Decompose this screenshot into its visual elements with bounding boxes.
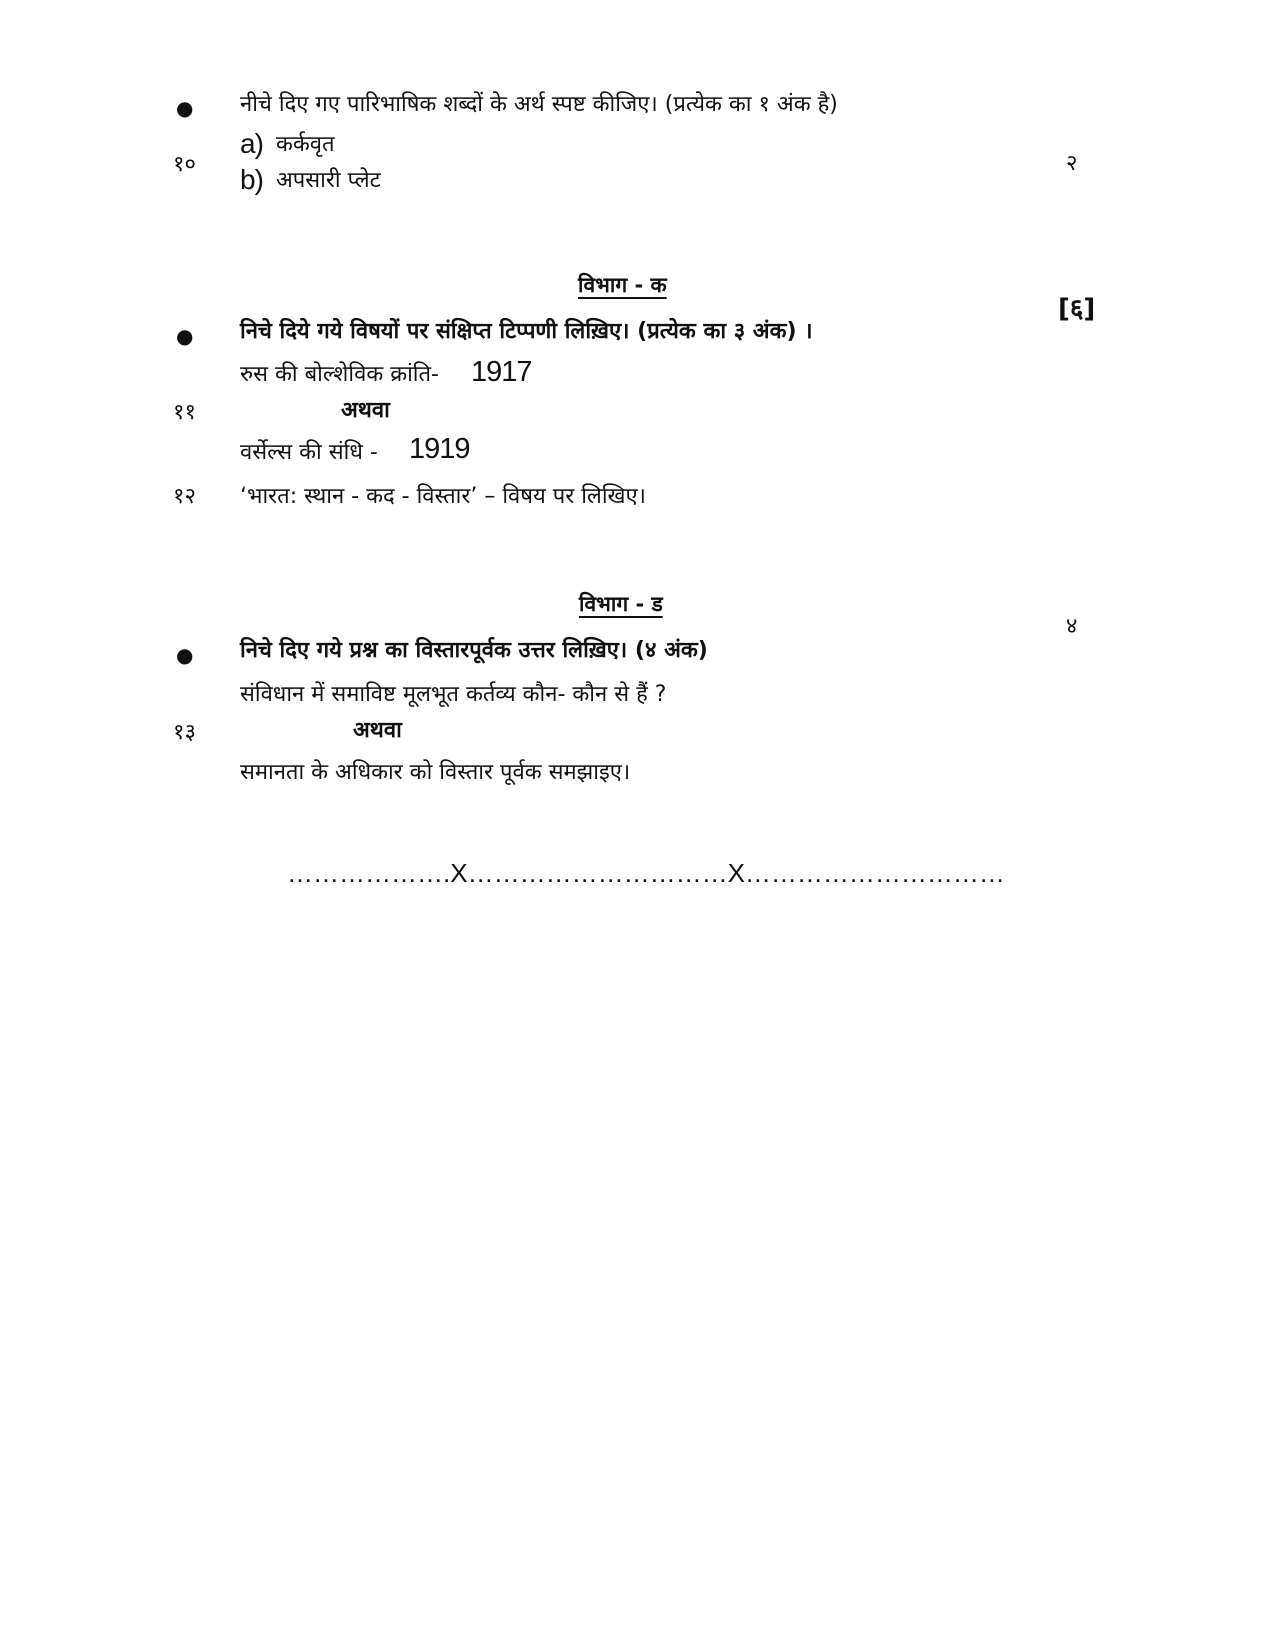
q11-option1-year: 1917 — [471, 356, 532, 388]
end-of-paper-divider: ……………….X…………………………X………………………… — [287, 858, 1005, 888]
q13-option1: संविधान में समाविष्ट मूलभूत कर्तव्य कौन- कौन से हैं ? — [240, 682, 667, 707]
section-k-heading: विभाग - क — [578, 273, 667, 297]
q13-number: १३ — [173, 720, 196, 745]
q10-item-a-label: a) — [240, 128, 263, 159]
q10-number: १० — [173, 152, 196, 177]
q10-marks: २ — [1066, 151, 1078, 176]
q13-or: अथवा — [353, 718, 402, 743]
q13-option2: समानता के अधिकार को विस्तार पूर्वक समझाइए। — [240, 760, 631, 785]
q11-option2-year: 1919 — [409, 433, 470, 465]
q10-item-b-label: b) — [240, 164, 263, 195]
q12-text: ‘भारत: स्थान - कद - विस्तार’ – विषय पर लिखिए। — [240, 484, 647, 509]
q10-item-a-text: कर्कवृत — [276, 132, 335, 157]
bullet-section-d: ● — [176, 643, 194, 667]
section-d-heading: विभाग - ड — [579, 592, 663, 616]
q11-or: अथवा — [341, 398, 390, 423]
q12-number: १२ — [173, 484, 196, 509]
section-k-instruction: निचे दिये गये विषयों पर संक्षिप्त टिप्पणी लिख़िए। (प्रत्येक का ३ अंक) । — [240, 319, 813, 344]
section-k-marks: [६] — [1058, 294, 1096, 324]
q11-option2-text: वर्सेल्स की संधि - — [240, 440, 378, 465]
q11-number: ११ — [173, 400, 196, 425]
bullet-q10: ● — [176, 96, 194, 120]
q10-item-b-text: अपसारी प्लेट — [276, 168, 381, 193]
section-d-marks: ४ — [1066, 614, 1078, 639]
q10-instruction: नीचे दिए गए पारिभाषिक शब्दों के अर्थ स्पष्ट कीजिए। (प्रत्येक का १ अंक है) — [240, 92, 838, 117]
section-d-instruction: निचे दिए गये प्रश्न का विस्तारपूर्वक उत्तर लिख़िए। (४ अंक) — [240, 638, 708, 663]
q11-option1-text: रुस की बोल्शेविक क्रांति- — [240, 362, 439, 387]
bullet-section-k: ● — [176, 324, 194, 348]
